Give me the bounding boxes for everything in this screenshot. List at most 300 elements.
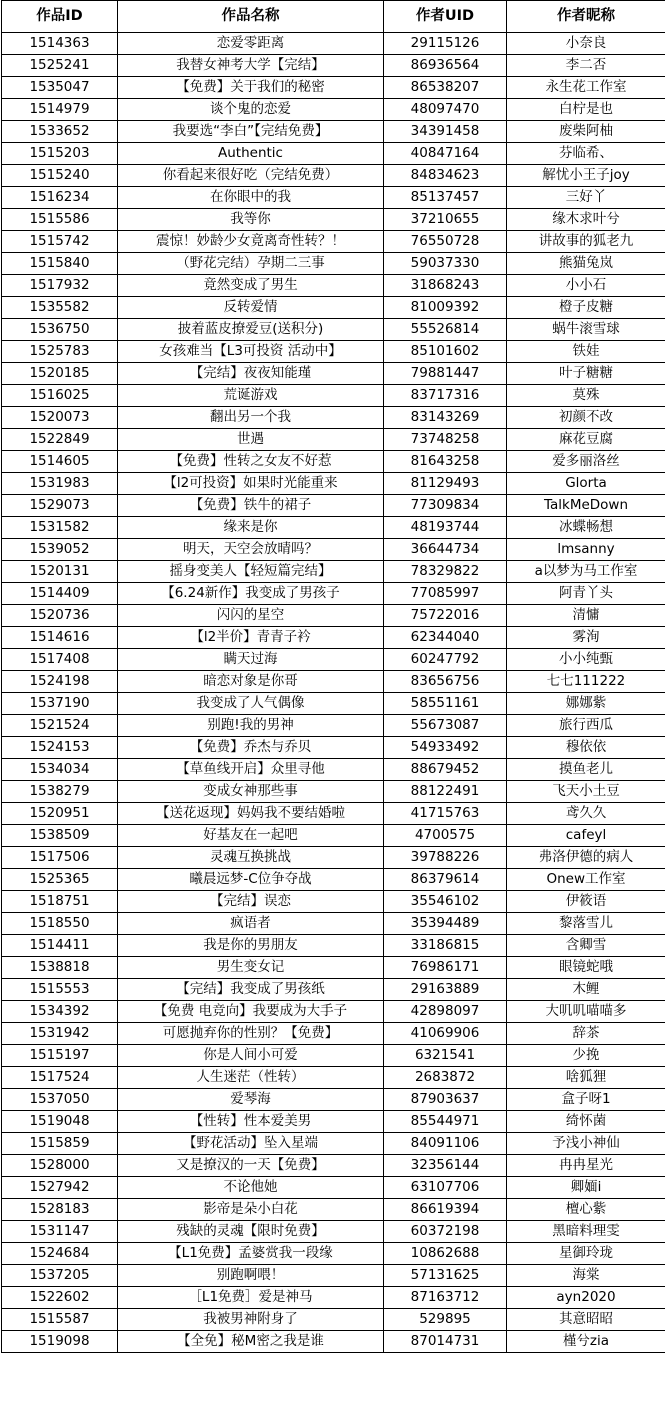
cell-author-nickname: 小小纯甄 (507, 649, 665, 671)
cell-author-uid: 62344040 (384, 627, 507, 649)
cell-work-name: 【草鱼线开启】众里寻他 (118, 759, 384, 781)
cell-author-uid: 76550728 (384, 231, 507, 253)
header-row (2, 1, 665, 33)
cell-work-name: （野花完结）孕期二三事 (118, 253, 384, 275)
cell-author-uid: 2683872 (384, 1067, 507, 1089)
cell-work-id: 1514363 (2, 33, 118, 55)
cell-author-uid: 73748258 (384, 429, 507, 451)
cell-author-nickname: TalkMeDown (507, 495, 665, 517)
cell-author-nickname: 废柴阿柚 (507, 121, 665, 143)
table-row (2, 1331, 665, 1353)
table-row (2, 517, 665, 539)
cell-work-id: 1514605 (2, 451, 118, 473)
cell-work-id: 1537205 (2, 1265, 118, 1287)
table-row (2, 979, 665, 1001)
cell-author-uid: 60372198 (384, 1221, 507, 1243)
cell-author-uid: 529895 (384, 1309, 507, 1331)
cell-author-uid: 39788226 (384, 847, 507, 869)
cell-work-id: 1525241 (2, 55, 118, 77)
cell-work-name: 变成女神那些事 (118, 781, 384, 803)
cell-author-uid: 87903637 (384, 1089, 507, 1111)
cell-author-nickname: 白柠是也 (507, 99, 665, 121)
cell-author-uid: 48097470 (384, 99, 507, 121)
table-row (2, 297, 665, 319)
cell-author-uid: 86538207 (384, 77, 507, 99)
cell-work-name: 女孩难当【L3可投资 活动中】 (118, 341, 384, 363)
cell-author-uid: 83717316 (384, 385, 507, 407)
cell-work-id: 1520185 (2, 363, 118, 385)
table-row (2, 1243, 665, 1265)
cell-work-name: ［L1免费］爱是神马 (118, 1287, 384, 1309)
cell-work-id: 1520073 (2, 407, 118, 429)
cell-work-id: 1521524 (2, 715, 118, 737)
cell-author-uid: 35394489 (384, 913, 507, 935)
cell-author-nickname: 永生花工作室 (507, 77, 665, 99)
cell-author-nickname: 檀心紫 (507, 1199, 665, 1221)
cell-work-name: 我替女神考大学【完结】 (118, 55, 384, 77)
cell-work-name: 可愿抛弃你的性别？【免费】 (118, 1023, 384, 1045)
cell-work-id: 1525783 (2, 341, 118, 363)
cell-author-uid: 33186815 (384, 935, 507, 957)
cell-work-name: 【完结】夜夜知能瑾 (118, 363, 384, 385)
table-body (2, 33, 665, 1353)
cell-author-uid: 77309834 (384, 495, 507, 517)
cell-work-id: 1520131 (2, 561, 118, 583)
cell-author-nickname: 盒子呀1 (507, 1089, 665, 1111)
cell-author-nickname: 娜娜紫 (507, 693, 665, 715)
cell-author-uid: 75722016 (384, 605, 507, 627)
cell-author-nickname: 海棠 (507, 1265, 665, 1287)
cell-author-uid: 76986171 (384, 957, 507, 979)
table-row (2, 275, 665, 297)
cell-work-id: 1525365 (2, 869, 118, 891)
header-work-name: 作品名称 (118, 1, 384, 33)
cell-work-name: 你是人间小可爱 (118, 1045, 384, 1067)
cell-author-nickname: 缘木求叶兮 (507, 209, 665, 231)
cell-author-uid: 86936564 (384, 55, 507, 77)
table-row (2, 1265, 665, 1287)
table-row (2, 385, 665, 407)
cell-author-nickname: 小小石 (507, 275, 665, 297)
cell-work-id: 1515742 (2, 231, 118, 253)
table-row (2, 1309, 665, 1331)
header-author-uid: 作者UID (384, 1, 507, 33)
header-author-nickname: 作者昵称 (507, 1, 665, 33)
cell-author-uid: 86379614 (384, 869, 507, 891)
cell-work-id: 1515553 (2, 979, 118, 1001)
cell-work-name: 【性转】性本爱美男 (118, 1111, 384, 1133)
cell-work-id: 1520951 (2, 803, 118, 825)
cell-author-nickname: 少挽 (507, 1045, 665, 1067)
table-row (2, 341, 665, 363)
table-row (2, 693, 665, 715)
cell-work-id: 1522849 (2, 429, 118, 451)
cell-work-name: 灵魂互换挑战 (118, 847, 384, 869)
cell-author-nickname: 穆依依 (507, 737, 665, 759)
table-row (2, 231, 665, 253)
cell-author-uid: 86619394 (384, 1199, 507, 1221)
table-row (2, 847, 665, 869)
cell-work-name: 曦晨远梦-C位争夺战 (118, 869, 384, 891)
cell-work-id: 1538509 (2, 825, 118, 847)
cell-author-uid: 6321541 (384, 1045, 507, 1067)
cell-author-nickname: 铁娃 (507, 341, 665, 363)
cell-work-id: 1524153 (2, 737, 118, 759)
cell-author-uid: 10862688 (384, 1243, 507, 1265)
cell-work-name: 好基友在一起吧 (118, 825, 384, 847)
table-row (2, 319, 665, 341)
cell-work-name: 明天，天空会放晴吗？ (118, 539, 384, 561)
table-row (2, 913, 665, 935)
table-row (2, 1287, 665, 1309)
table-row (2, 165, 665, 187)
cell-author-nickname: 阿青丫头 (507, 583, 665, 605)
table-header (2, 1, 665, 33)
cell-work-id: 1537050 (2, 1089, 118, 1111)
cell-author-nickname: Glorta (507, 473, 665, 495)
table-row (2, 1221, 665, 1243)
cell-work-name: 【免费】铁牛的裙子 (118, 495, 384, 517)
cell-author-uid: 83143269 (384, 407, 507, 429)
cell-author-uid: 34391458 (384, 121, 507, 143)
cell-work-name: 我是你的男朋友 (118, 935, 384, 957)
cell-author-nickname: 啥狐狸 (507, 1067, 665, 1089)
cell-work-id: 1539052 (2, 539, 118, 561)
cell-work-id: 1531942 (2, 1023, 118, 1045)
cell-author-nickname: 木鲤 (507, 979, 665, 1001)
cell-author-uid: 87014731 (384, 1331, 507, 1353)
table-row (2, 1023, 665, 1045)
cell-work-id: 1518751 (2, 891, 118, 913)
table-row (2, 649, 665, 671)
table-row (2, 891, 665, 913)
cell-author-nickname: 冉冉星光 (507, 1155, 665, 1177)
cell-author-nickname: 芬临希、 (507, 143, 665, 165)
cell-author-uid: 48193744 (384, 517, 507, 539)
cell-work-id: 1524684 (2, 1243, 118, 1265)
table-row (2, 1133, 665, 1155)
cell-work-name: Authentic (118, 143, 384, 165)
cell-author-nickname: 伊筱语 (507, 891, 665, 913)
cell-work-name: 【免费】性转之女友不好惹 (118, 451, 384, 473)
cell-work-id: 1538818 (2, 957, 118, 979)
cell-author-nickname: a以梦为马工作室 (507, 561, 665, 583)
table-row (2, 561, 665, 583)
cell-work-id: 1518550 (2, 913, 118, 935)
table-row (2, 407, 665, 429)
cell-work-id: 1531983 (2, 473, 118, 495)
cell-author-uid: 35546102 (384, 891, 507, 913)
cell-work-name: 暗恋对象是你哥 (118, 671, 384, 693)
cell-author-uid: 37210655 (384, 209, 507, 231)
cell-author-nickname: 黎落雪儿 (507, 913, 665, 935)
cell-author-nickname: 莫殊 (507, 385, 665, 407)
cell-work-id: 1528000 (2, 1155, 118, 1177)
table-row (2, 869, 665, 891)
cell-author-uid: 79881447 (384, 363, 507, 385)
cell-author-nickname: 飞天小土豆 (507, 781, 665, 803)
table-row (2, 1155, 665, 1177)
cell-work-id: 1515859 (2, 1133, 118, 1155)
cell-work-id: 1531147 (2, 1221, 118, 1243)
table-row (2, 605, 665, 627)
table-row (2, 935, 665, 957)
cell-author-uid: 87163712 (384, 1287, 507, 1309)
table-row (2, 1045, 665, 1067)
cell-work-name: 谈个鬼的恋爱 (118, 99, 384, 121)
cell-author-nickname: 黑暗料理雯 (507, 1221, 665, 1243)
cell-author-uid: 31868243 (384, 275, 507, 297)
cell-author-uid: 63107706 (384, 1177, 507, 1199)
cell-work-name: 【L1免费】孟婆赏我一段缘 (118, 1243, 384, 1265)
cell-work-id: 1533652 (2, 121, 118, 143)
cell-author-nickname: 绮怀菌 (507, 1111, 665, 1133)
cell-work-name: 瞒天过海 (118, 649, 384, 671)
table-row (2, 759, 665, 781)
table-row (2, 55, 665, 77)
cell-author-nickname: 卿媔i (507, 1177, 665, 1199)
table-row (2, 825, 665, 847)
cell-author-uid: 54933492 (384, 737, 507, 759)
cell-work-id: 1524198 (2, 671, 118, 693)
cell-author-uid: 42898097 (384, 1001, 507, 1023)
cell-author-uid: 88679452 (384, 759, 507, 781)
cell-work-name: 世遇 (118, 429, 384, 451)
cell-author-nickname: 爱多丽洛丝 (507, 451, 665, 473)
cell-work-name: 翻出另一个我 (118, 407, 384, 429)
cell-work-name: 影帝是朵小白花 (118, 1199, 384, 1221)
cell-author-nickname: 辞茶 (507, 1023, 665, 1045)
table-row (2, 451, 665, 473)
table-row (2, 627, 665, 649)
cell-work-id: 1535582 (2, 297, 118, 319)
cell-work-name: 你看起来很好吃（完结免费） (118, 165, 384, 187)
cell-work-name: 震惊！妙龄少女竟离奇性转？！ (118, 231, 384, 253)
cell-author-uid: 81129493 (384, 473, 507, 495)
table-row (2, 77, 665, 99)
cell-work-id: 1537190 (2, 693, 118, 715)
cell-work-id: 1528183 (2, 1199, 118, 1221)
cell-work-id: 1517524 (2, 1067, 118, 1089)
cell-work-name: 别跑!我的男神 (118, 715, 384, 737)
cell-author-nickname: 讲故事的狐老九 (507, 231, 665, 253)
cell-work-id: 1536750 (2, 319, 118, 341)
cell-work-name: 人生迷茫（性转） (118, 1067, 384, 1089)
cell-author-nickname: 橙子皮糖 (507, 297, 665, 319)
cell-work-id: 1514616 (2, 627, 118, 649)
table-row (2, 143, 665, 165)
cell-work-name: 【送花返现】妈妈我不要结婚啦 (118, 803, 384, 825)
cell-author-uid: 81009392 (384, 297, 507, 319)
cell-author-nickname: 予浅小神仙 (507, 1133, 665, 1155)
cell-work-id: 1527942 (2, 1177, 118, 1199)
cell-work-id: 1514409 (2, 583, 118, 605)
cell-work-name: 【免费】乔杰与乔贝 (118, 737, 384, 759)
cell-author-uid: 60247792 (384, 649, 507, 671)
cell-work-id: 1534034 (2, 759, 118, 781)
cell-author-nickname: 含卿雪 (507, 935, 665, 957)
table-row (2, 1067, 665, 1089)
cell-work-id: 1516234 (2, 187, 118, 209)
cell-work-name: 残缺的灵魂【限时免费】 (118, 1221, 384, 1243)
cell-work-name: 反转爱情 (118, 297, 384, 319)
cell-work-name: 缘来是你 (118, 517, 384, 539)
cell-author-nickname: 熊猫兔岚 (507, 253, 665, 275)
cell-work-name: 我要选“李白”【完结免费】 (118, 121, 384, 143)
cell-work-name: 疯语者 (118, 913, 384, 935)
cell-author-uid: 55526814 (384, 319, 507, 341)
table-row (2, 495, 665, 517)
cell-author-uid: 83656756 (384, 671, 507, 693)
cell-work-name: 在你眼中的我 (118, 187, 384, 209)
cell-author-uid: 85101602 (384, 341, 507, 363)
cell-author-uid: 4700575 (384, 825, 507, 847)
cell-work-name: 【l2可投资】如果时光能重来 (118, 473, 384, 495)
table-row (2, 583, 665, 605)
cell-author-nickname: 其意昭昭 (507, 1309, 665, 1331)
cell-author-uid: 84091106 (384, 1133, 507, 1155)
table-row (2, 803, 665, 825)
cell-work-id: 1535047 (2, 77, 118, 99)
cell-work-name: 恋爱零距离 (118, 33, 384, 55)
cell-work-id: 1522602 (2, 1287, 118, 1309)
cell-author-nickname: 初颜不改 (507, 407, 665, 429)
cell-author-nickname: 解忧小王子joy (507, 165, 665, 187)
cell-work-name: 【完结】误恋 (118, 891, 384, 913)
cell-author-nickname: 雾洵 (507, 627, 665, 649)
cell-work-name: 闪闪的星空 (118, 605, 384, 627)
cell-work-name: 【完结】我变成了男孩纸 (118, 979, 384, 1001)
cell-work-id: 1515840 (2, 253, 118, 275)
cell-work-id: 1517408 (2, 649, 118, 671)
cell-work-id: 1514411 (2, 935, 118, 957)
cell-author-nickname: 叶子糖糖 (507, 363, 665, 385)
cell-work-name: 荒诞游戏 (118, 385, 384, 407)
cell-author-uid: 29115126 (384, 33, 507, 55)
cell-work-id: 1515587 (2, 1309, 118, 1331)
cell-work-name: 【全免】秘M密之我是谁 (118, 1331, 384, 1353)
header-work-id: 作品ID (2, 1, 118, 33)
cell-author-uid: 81643258 (384, 451, 507, 473)
cell-work-name: 男生变女记 (118, 957, 384, 979)
cell-author-uid: 78329822 (384, 561, 507, 583)
cell-work-id: 1519048 (2, 1111, 118, 1133)
table-row (2, 99, 665, 121)
table-row (2, 737, 665, 759)
table-row (2, 781, 665, 803)
cell-author-nickname: 弗洛伊德的病人 (507, 847, 665, 869)
cell-work-id: 1515203 (2, 143, 118, 165)
cell-author-nickname: 清慵 (507, 605, 665, 627)
cell-author-uid: 55673087 (384, 715, 507, 737)
cell-author-nickname: 摸鱼老儿 (507, 759, 665, 781)
table-row (2, 121, 665, 143)
cell-author-uid: 85544971 (384, 1111, 507, 1133)
table-row (2, 671, 665, 693)
cell-work-id: 1514979 (2, 99, 118, 121)
table-row (2, 715, 665, 737)
cell-author-nickname: 鸢久久 (507, 803, 665, 825)
cell-author-uid: 41069906 (384, 1023, 507, 1045)
cell-work-id: 1515240 (2, 165, 118, 187)
cell-author-uid: 84834623 (384, 165, 507, 187)
cell-author-nickname: Onew工作室 (507, 869, 665, 891)
cell-author-nickname: ayn2020 (507, 1287, 665, 1309)
cell-author-uid: 77085997 (384, 583, 507, 605)
cell-work-name: 竟然变成了男生 (118, 275, 384, 297)
table-row (2, 187, 665, 209)
cell-author-nickname: 七七111222 (507, 671, 665, 693)
cell-work-name: 【免费】关于我们的秘密 (118, 77, 384, 99)
cell-work-name: 不论他她 (118, 1177, 384, 1199)
cell-work-id: 1517932 (2, 275, 118, 297)
works-table (1, 0, 665, 1353)
table-row (2, 957, 665, 979)
cell-work-name: 别跑啊喂！ (118, 1265, 384, 1287)
cell-work-name: 【l2半价】青青子衿 (118, 627, 384, 649)
cell-author-uid: 29163889 (384, 979, 507, 1001)
table-row (2, 253, 665, 275)
cell-author-nickname: 星御玲珑 (507, 1243, 665, 1265)
cell-work-id: 1529073 (2, 495, 118, 517)
table-row (2, 1199, 665, 1221)
cell-author-nickname: 三好丫 (507, 187, 665, 209)
cell-work-name: 披着蓝皮撩爱豆(送积分) (118, 319, 384, 341)
table-row (2, 429, 665, 451)
cell-author-uid: 32356144 (384, 1155, 507, 1177)
cell-author-uid: 59037330 (384, 253, 507, 275)
cell-author-uid: 88122491 (384, 781, 507, 803)
cell-work-name: 【野花活动】坠入星端 (118, 1133, 384, 1155)
cell-author-nickname: 眼镜蛇哦 (507, 957, 665, 979)
cell-author-nickname: 麻花豆腐 (507, 429, 665, 451)
cell-author-nickname: 李二否 (507, 55, 665, 77)
cell-work-name: 爱琴海 (118, 1089, 384, 1111)
cell-author-nickname: 冰蝶畅想 (507, 517, 665, 539)
cell-work-id: 1534392 (2, 1001, 118, 1023)
cell-work-id: 1515197 (2, 1045, 118, 1067)
cell-work-id: 1517506 (2, 847, 118, 869)
cell-work-id: 1538279 (2, 781, 118, 803)
cell-author-nickname: lmsanny (507, 539, 665, 561)
cell-work-name: 我等你 (118, 209, 384, 231)
cell-author-uid: 36644734 (384, 539, 507, 561)
cell-author-uid: 40847164 (384, 143, 507, 165)
table-row (2, 1111, 665, 1133)
cell-author-uid: 58551161 (384, 693, 507, 715)
table-row (2, 363, 665, 385)
cell-work-name: 又是撩汉的一天【免费】 (118, 1155, 384, 1177)
table-row (2, 33, 665, 55)
cell-author-nickname: 小奈良 (507, 33, 665, 55)
cell-author-nickname: 蜗牛滚雪球 (507, 319, 665, 341)
table-row (2, 539, 665, 561)
cell-work-id: 1516025 (2, 385, 118, 407)
cell-work-name: 我被男神附身了 (118, 1309, 384, 1331)
cell-work-name: 摇身变美人【轻短篇完结】 (118, 561, 384, 583)
cell-author-uid: 85137457 (384, 187, 507, 209)
cell-work-name: 【6.24新作】我变成了男孩子 (118, 583, 384, 605)
cell-work-id: 1515586 (2, 209, 118, 231)
table-row (2, 209, 665, 231)
cell-work-name: 【免费 电竞向】我要成为大手子 (118, 1001, 384, 1023)
cell-author-uid: 57131625 (384, 1265, 507, 1287)
cell-work-name: 我变成了人气偶像 (118, 693, 384, 715)
cell-work-id: 1519098 (2, 1331, 118, 1353)
table-row (2, 1177, 665, 1199)
cell-work-id: 1520736 (2, 605, 118, 627)
table-row (2, 1089, 665, 1111)
